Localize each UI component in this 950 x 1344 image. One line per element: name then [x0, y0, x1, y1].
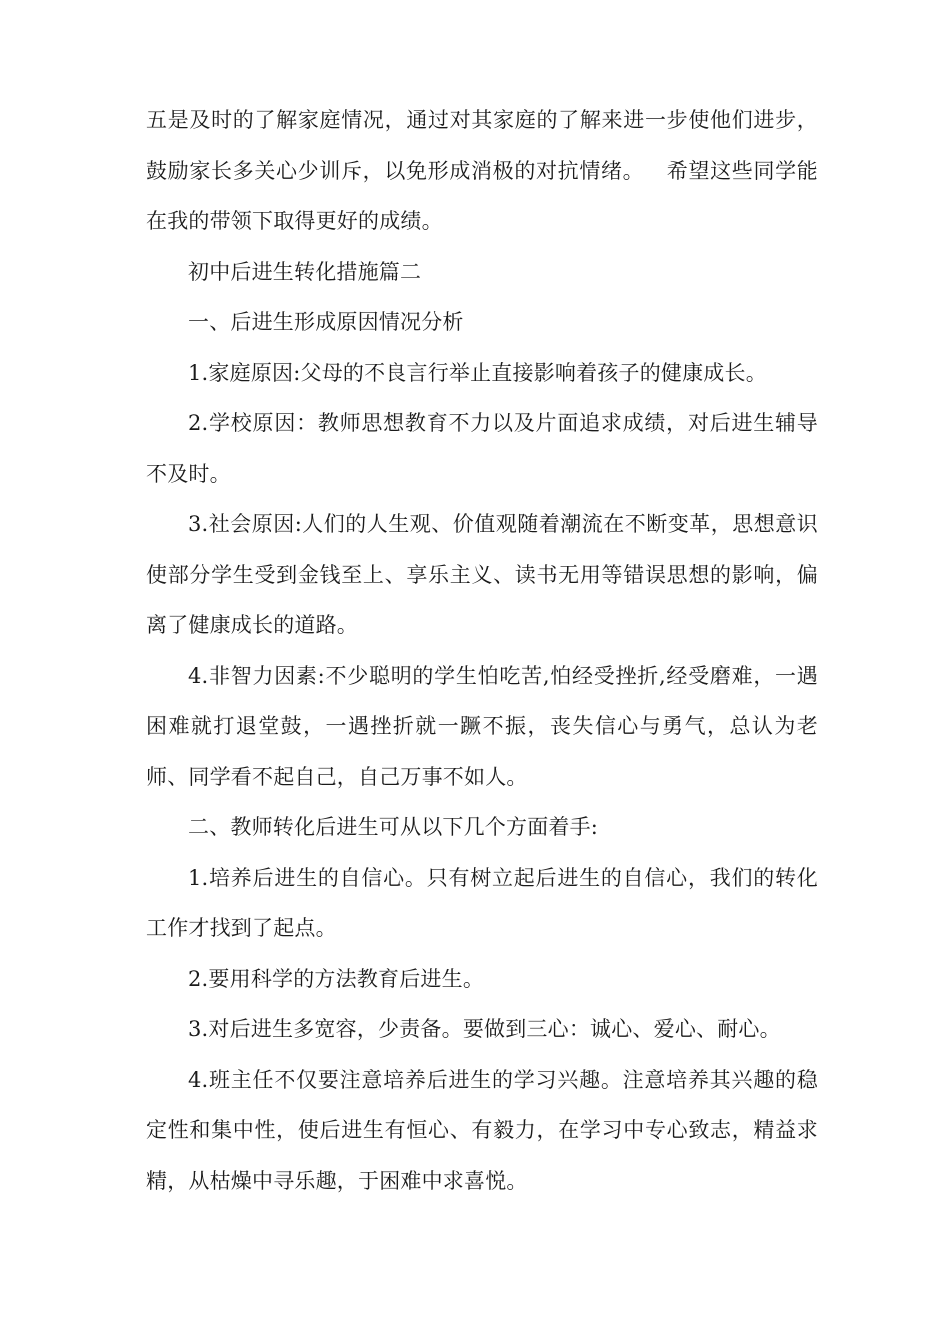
heading-measures: 二、教师转化后进生可从以下几个方面着手: [188, 815, 599, 839]
paragraph-text-continued: 希望这些同学能在我的带领下取得更好的成绩。 [146, 158, 818, 233]
paragraph-text: 五是及时的了解家庭情况，通过对其家庭的了解来进一步使他们进步，鼓励家长多关心少训斥，以免形成消极的对抗情绪。 [146, 108, 818, 183]
list-item-confidence: 1.培养后进生的自信心。只有树立起后进生的自信心，我们的转化工作才找到了起点。 [146, 865, 818, 940]
list-item-family-cause: 1.家庭原因:父母的不良言行举止直接影响着孩子的健康成长。 [188, 360, 767, 385]
list-item-school-cause: 2.学校原因：教师思想教育不力以及片面追求成绩，对后进生辅导不及时。 [146, 411, 818, 486]
heading-causes: 一、后进生形成原因情况分析 [188, 310, 464, 334]
list-item-scientific-method: 2.要用科学的方法教育后进生。 [188, 966, 485, 991]
list-item-interest: 4.班主任不仅要注意培养后进生的学习兴趣。注意培养其兴趣的稳定性和集中性，使后进生有恒心、有毅力，在学习中专心致志，精益求精，从枯燥中寻乐趣，于困难中求喜悦。 [146, 1067, 818, 1193]
document-page [146, 95, 818, 1206]
list-item-social-cause: 3.社会原因:人们的人生观、价值观随着潮流在不断变革，思想意识使部分学生受到金钱至上、享乐主义、读书无用等错误思想的影响，偏离了健康成长的道路。 [146, 512, 818, 637]
list-item-tolerance: 3.对后进生多宽容，少责备。要做到三心：诚心、爱心、耐心。 [188, 1017, 781, 1041]
paragraph-family-situation [146, 95, 818, 247]
section-title: 初中后进生转化措施篇二 [188, 259, 422, 284]
list-item-non-intellectual-cause: 4.非智力因素:不少聪明的学生怕吃苦,怕经受挫折,经受磨难，一遇困难就打退堂鼓，一遇挫折就一蹶不振，丧失信心与勇气，总认为老师、同学看不起自己，自己万事不如人。 [146, 663, 818, 789]
